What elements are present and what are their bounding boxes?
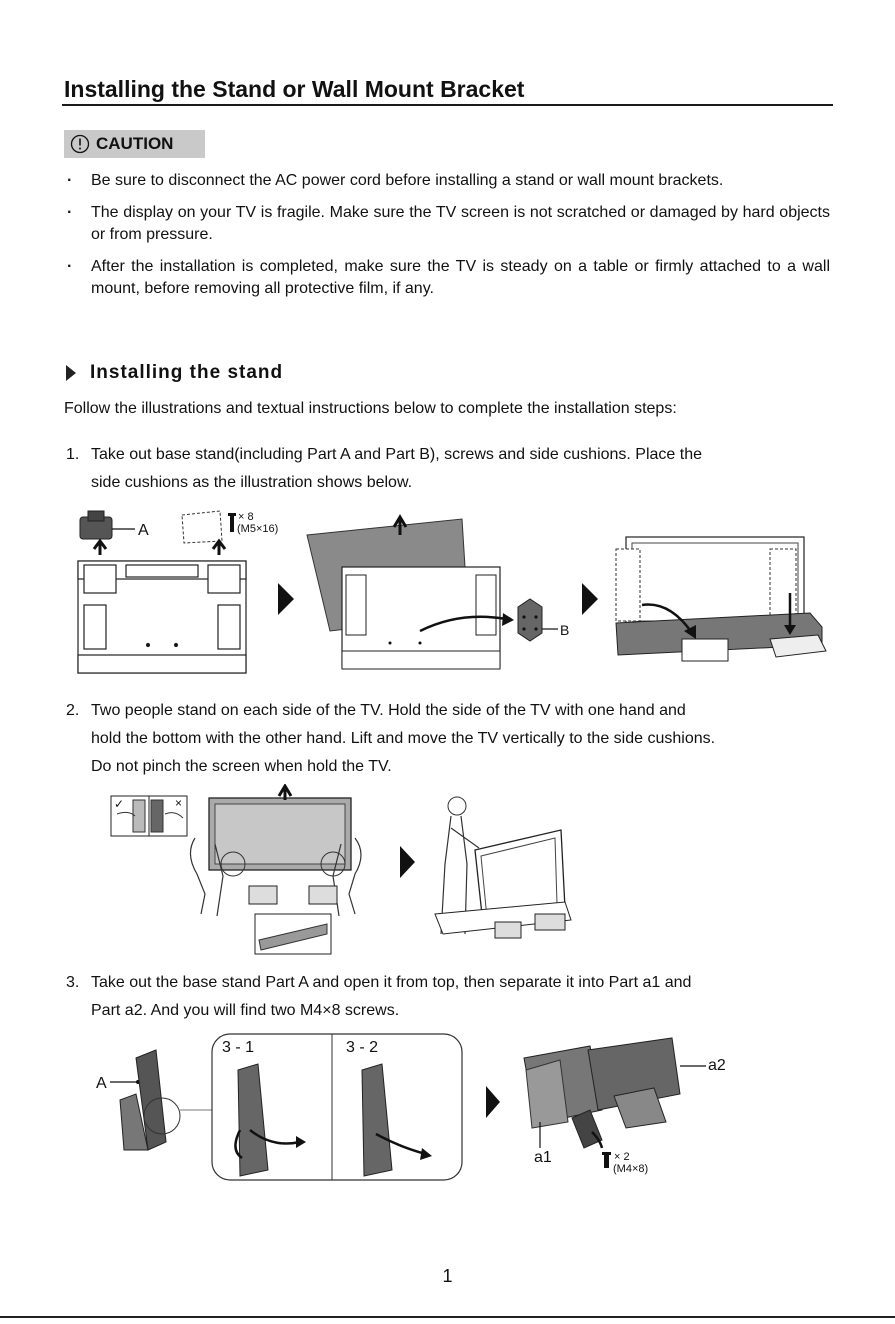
screw-icon <box>602 1152 611 1168</box>
part-b-label: B <box>560 622 570 638</box>
warning-icon <box>70 134 90 154</box>
screw-count: × 2 <box>614 1151 630 1163</box>
next-step-arrow-icon <box>486 1086 500 1118</box>
part-a-label: A <box>96 1075 107 1092</box>
step-number: 3. <box>66 974 80 991</box>
caution-badge <box>64 130 205 158</box>
two-people-lift-illustration <box>190 786 361 954</box>
caution-label: CAUTION <box>96 134 174 153</box>
step-line: side cushions as the illustration shows below. <box>91 474 413 491</box>
figure-step-2 <box>105 784 585 960</box>
part-a-illustration <box>80 511 135 539</box>
part-a-label: A <box>138 522 149 539</box>
tv-placed-illustration <box>435 797 571 938</box>
screw-spec: (M4×8) <box>613 1163 649 1175</box>
screw-count: × 8 <box>238 511 254 523</box>
screw-spec: (M5×16) <box>237 523 279 535</box>
step-line: Take out base stand(including Part A and Part B), screws and side cushions. Place the <box>91 446 703 463</box>
caution-item: · Be sure to disconnect the AC power cord before installing a stand or wall mount brackets. <box>64 170 830 192</box>
caution-list <box>64 170 830 310</box>
next-step-arrow-icon <box>278 583 294 615</box>
figure-step-3 <box>90 1030 780 1186</box>
separated-parts-illustration <box>524 1038 706 1148</box>
step-line: Part a2. And you will find two M4×8 screws. <box>91 1002 400 1019</box>
footer-rule <box>0 1316 895 1318</box>
next-step-arrow-icon <box>582 583 598 615</box>
step-line: hold the bottom with the other hand. Lift and move the TV vertically to the side cushions. <box>91 730 716 747</box>
part-b-illustration <box>518 599 558 641</box>
screw-icon <box>228 513 236 532</box>
part-a2-label: a2 <box>708 1057 726 1074</box>
section-arrow-icon <box>66 365 76 381</box>
step-2 <box>64 698 834 778</box>
step-1 <box>64 442 834 494</box>
tv-on-cushions-illustration <box>616 537 826 661</box>
part-a1-label: a1 <box>534 1149 552 1166</box>
intro-text: Follow the illustrations and textual instructions below to complete the installation steps: <box>64 400 677 417</box>
title-underline <box>62 104 833 106</box>
step-line: Two people stand on each side of the TV. Hold the side of the TV with one hand and <box>91 702 686 719</box>
step-line: Do not pinch the screen when hold the TV. <box>91 758 392 775</box>
arrow-up-icon <box>94 541 106 555</box>
part-a-illustration <box>120 1050 212 1150</box>
arrow-up-icon <box>213 541 225 555</box>
check-icon: ✓ <box>114 797 125 811</box>
tv-lift-illustration <box>307 517 514 669</box>
step-number: 2. <box>66 702 80 719</box>
section-title: Installing the stand <box>90 362 284 383</box>
cross-icon: × <box>175 796 183 810</box>
figure-step-1 <box>70 505 830 685</box>
step-3 <box>64 970 834 1022</box>
substep-label: 3 - 2 <box>346 1039 379 1056</box>
page-title: Installing the Stand or Wall Mount Bracket <box>64 76 525 102</box>
step-number: 1. <box>66 446 80 463</box>
substep-label: 3 - 1 <box>222 1039 255 1056</box>
next-step-arrow-icon <box>400 846 415 878</box>
caution-item: · The display on your TV is fragile. Make sure the TV screen is not scratched or damaged by hard objects or from pressure. <box>64 202 830 246</box>
step-line: Take out the base stand Part A and open it from top, then separate it into Part a1 and <box>91 974 692 991</box>
packaging-box-illustration <box>78 561 246 673</box>
page-number: 1 <box>442 1266 453 1286</box>
caution-item: · After the installation is completed, make sure the TV is steady on a table or firmly attached to a wall mount, before removing all protective film, if any. <box>64 256 830 300</box>
